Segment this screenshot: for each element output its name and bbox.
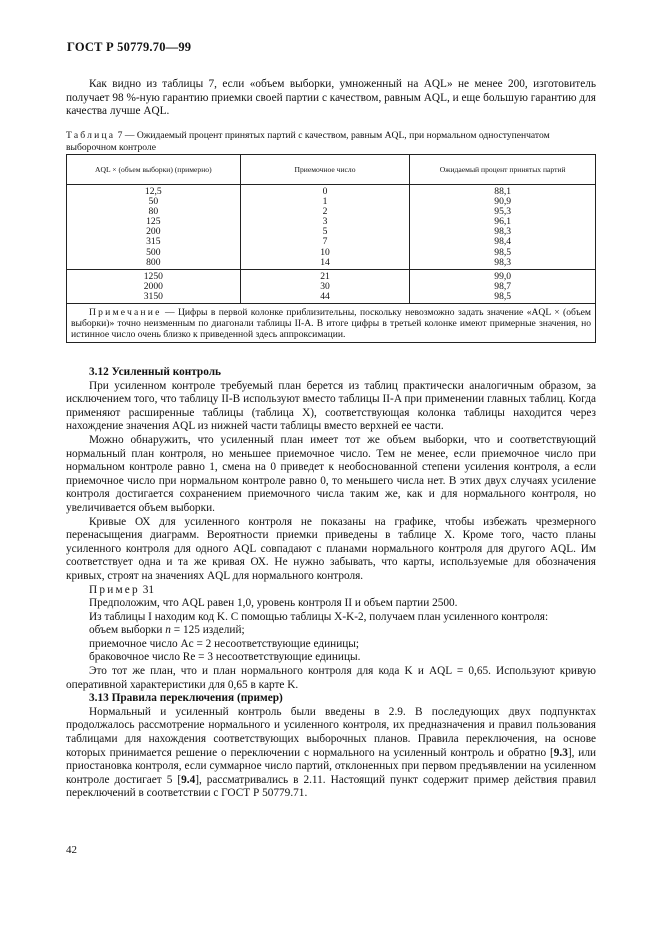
table-caption xyxy=(66,130,596,153)
table-cell: 315 xyxy=(146,236,161,248)
table-cell: 3150 xyxy=(143,290,163,302)
example-number: 31 xyxy=(142,583,154,596)
section-3-12-paragraph-5: Из таблицы I находим код K. С помощью таблицы X-K-2, получаем план усиленного контроля: xyxy=(89,610,549,623)
reference-link: 9.4 xyxy=(181,773,196,786)
table-cell: 50 xyxy=(148,196,159,208)
table-cell: 98,5 xyxy=(494,290,512,302)
section-3-13-paragraph-1 xyxy=(66,706,596,801)
group1-col3 xyxy=(410,185,596,270)
example-label: Пример xyxy=(89,583,140,596)
page-number: 42 xyxy=(66,844,77,856)
table-group-1 xyxy=(67,185,596,270)
section-3-12-paragraph-4: Предположим, что AQL равен 1,0, уровень контроля II и объем партии 2500. xyxy=(89,597,458,610)
document-header: ГОСТ Р 50779.70—99 xyxy=(67,40,192,54)
table-cell: 96,1 xyxy=(494,216,512,228)
plan-line-acceptance: приемочное число Ac = 2 несоответствующие единицы; xyxy=(89,637,360,650)
section-3-13-heading: 3.13 Правила переключения (пример) xyxy=(89,692,283,705)
group1-col2 xyxy=(240,185,410,270)
plan-line-sample-size xyxy=(66,624,596,638)
plan-line-text: = 125 изделий; xyxy=(170,624,245,637)
table-cell: 98,5 xyxy=(494,246,512,258)
table-cell: 500 xyxy=(146,246,161,258)
section-3-13-text: ], или приостановка контроля, если суммарное число партий, отклоненных при первом предъявлении на усиленном контроле достигает 5 [ xyxy=(66,746,597,786)
section-3-12 xyxy=(66,366,596,801)
table-cell: 80 xyxy=(148,206,159,218)
table-caption-text: 7 — Ожидаемый процент принятых партий с качеством, равным AQL, при нормальном одноступенчатом выборочном контроле xyxy=(66,130,550,153)
intro-block xyxy=(66,78,596,119)
table-cell: 21 xyxy=(320,270,330,282)
section-3-12-paragraph-1: При усиленном контроле требуемый план берется из таблиц практически аналогичным образом, за исключением того, что таблицу II-B используют вместо таблицы II-A при применении главных таблиц. Когда применяют расширенные таблицы (таблица X), соответствующая колонка таблицы находится через нахождение значения AQL из нижней части таблицы вместо верхней ее части. xyxy=(66,379,596,433)
table-note-text: — Цифры в первой колонке приблизительны, поскольку невозможно задать значение «AQL × (объем выборки)» точно неизменным по диагонали таблицы II-A. В итоге цифры в третьей колонке имеют примерные значения, но истинное число очень близко к приведенной здесь аппроксимации. xyxy=(71,307,591,341)
section-3-12-paragraph-2: Можно обнаружить, что усиленный план имеет тот же объем выборки, что и соответствующий нормальный план контроля, но меньшее приемочное число. Тем не менее, если приемочное число при нормальном контроле равно 1, смена на 0 приведет к необоснованной степени усиления контроля, а если приемочное число при нормальном контроле равно 0, то меньшего числа нет. В этих двух случаях усиление контроля достигается сохранением приемочного числа таким же, как и для нормального контроля, но увеличивается объем выборки. xyxy=(66,433,596,514)
table-caption-label: Таблица xyxy=(66,130,116,141)
section-3-12-heading: 3.12 Усиленный контроль xyxy=(89,366,222,378)
table-header-percent: Ожидаемый процент принятых партий xyxy=(410,155,596,185)
table-cell: 14 xyxy=(320,256,330,268)
section-3-13-text: Нормальный и усиленный контроль были введены в 2.9. В последующих двух подпунктах продолжалось рассмотрение нормального и усиленного контроля, их предназначения и правил пользования таблицами для нахождения соответствующих выборочных планов. Правила переключения, на основе которых принимается решение о переключении с нормального на усиленный контроль и обратно [ xyxy=(66,705,596,759)
table-cell: 98,4 xyxy=(494,236,512,248)
table-note-label: Примечание xyxy=(89,307,162,319)
table-cell: 12,5 xyxy=(144,186,162,197)
table-7 xyxy=(66,154,596,343)
group2-col3 xyxy=(410,269,596,303)
table-cell: 2 xyxy=(322,206,328,218)
section-3-12-paragraph-6: Это тот же план, что и план нормального контроля для кода K и AQL = 0,65. Используют кривую оперативной характеристики для 0,65 в карте K. xyxy=(66,665,596,691)
table-cell: 99,0 xyxy=(494,270,512,282)
table-cell: 95,3 xyxy=(494,206,512,218)
table-cell: 1250 xyxy=(143,270,163,282)
table-cell: 800 xyxy=(146,256,161,268)
section-3-13-text: ], рассматривались в 2.11. Настоящий пункт содержит пример действия правил переключений в соответствии с ГОСТ Р 50779.71. xyxy=(66,773,597,800)
table-cell: 3 xyxy=(322,216,328,228)
table-header-aql: AQL × (объем выборки) (примерно) xyxy=(67,155,241,185)
table-cell: 90,9 xyxy=(494,196,512,208)
table-cell: 30 xyxy=(320,280,330,292)
intro-paragraph: Как видно из таблицы 7, если «объем выборки, умноженный на AQL» не менее 200, изготовитель получает 98 %-ную гарантию приемки своей партии с качеством, равным AQL, и еще большую гарантию для качества лучше AQL. xyxy=(66,78,596,118)
table-cell: 1 xyxy=(322,196,328,208)
group1-col1 xyxy=(67,185,241,270)
plan-line-rejection: браковочное число Re = 3 несоответствующие единицы. xyxy=(89,651,361,664)
table-header-row xyxy=(67,155,596,185)
table-cell: 10 xyxy=(320,246,330,258)
table-cell: 98,7 xyxy=(494,280,512,292)
table-note xyxy=(67,304,596,343)
table-note-row xyxy=(67,304,596,343)
table-cell: 7 xyxy=(322,236,328,248)
group2-col2 xyxy=(240,269,410,303)
table-cell: 2000 xyxy=(143,280,163,292)
table-cell: 5 xyxy=(322,226,328,238)
table-header-acceptance: Приемочное число xyxy=(240,155,410,185)
plan-line-text: объем выборки xyxy=(89,624,166,637)
table-cell: 200 xyxy=(146,226,161,238)
table-cell: 88,1 xyxy=(494,186,512,197)
group2-col1 xyxy=(67,269,241,303)
table-cell: 0 xyxy=(322,186,328,197)
table-cell: 98,3 xyxy=(494,256,512,268)
section-3-12-paragraph-3: Кривые ОХ для усиленного контроля не показаны на графике, чтобы избежать чрезмерного перенасыщения диаграмм. Вероятности приемки приведены в таблице X. Кроме того, часто планы усиленного контроля для одного AQL совпадают с планами нормального контроля для другого AQL. Им соответствует одна и та же кривая ОХ. Не нужно забывать, что карты, используемые для обозначения кривых, строят на значениях AQL для нормального контроля. xyxy=(66,515,596,582)
table-cell: 44 xyxy=(320,290,330,302)
table-cell: 98,3 xyxy=(494,226,512,238)
example-label-line xyxy=(66,584,596,598)
table-group-2 xyxy=(67,269,596,303)
plan-line-variable: n xyxy=(165,624,171,637)
table-cell: 125 xyxy=(146,216,161,228)
reference-link: 9.3 xyxy=(553,746,568,759)
